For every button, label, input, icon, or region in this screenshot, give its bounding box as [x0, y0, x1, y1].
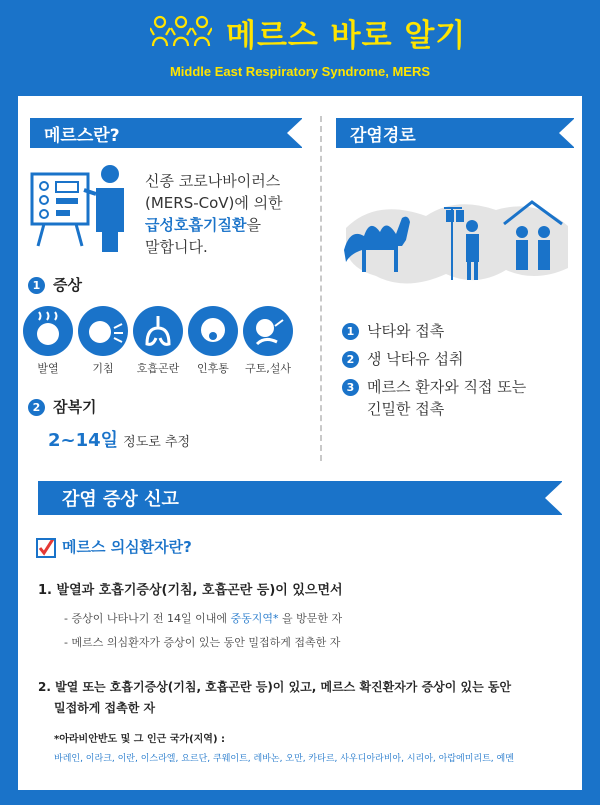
fever-icon — [23, 306, 73, 356]
column-divider — [320, 116, 322, 461]
definition-line-3 — [145, 214, 283, 236]
symptom-label: 호흡곤란 — [136, 362, 180, 375]
infection-route-list — [342, 320, 526, 420]
definition-suffix: 을 — [246, 216, 261, 234]
footnote-title: *아라비안반도 및 그 인근 국가(지역) : — [54, 734, 226, 745]
symptom-label: 구토,설사 — [244, 362, 291, 375]
symptoms-title: 증상 — [53, 276, 82, 294]
infection-route-illustration — [336, 188, 574, 302]
symptoms-heading — [28, 274, 82, 295]
criteria-item-1: 1. 발열과 호흡기증상(기침, 호흡곤란 등)이 있으면서 — [38, 583, 343, 598]
cough-icon — [78, 306, 128, 356]
page-subtitle: Middle East Respiratory Syndrome, MERS — [169, 64, 431, 79]
route-item — [342, 376, 526, 398]
incubation-title: 잠복기 — [53, 398, 97, 416]
definition-line-1: 신종 코로나바이러스 — [145, 172, 281, 190]
presentation-icon — [30, 162, 130, 258]
incubation-heading — [28, 396, 96, 417]
sore-throat-icon — [188, 306, 238, 356]
number-badge: 1 — [342, 323, 359, 340]
middle-east-highlight: 중동지역* — [230, 612, 279, 625]
incubation-suffix: 정도로 추정 — [123, 435, 191, 450]
section-banner-infection-route — [336, 118, 574, 148]
suspect-title: 메르스 의심환자란? — [62, 538, 192, 556]
criteria-sub-2: - 메르스 의심환자가 증상이 있는 동안 밀접하게 접촉한 자 — [64, 636, 341, 649]
section-title: 감염경로 — [350, 125, 416, 146]
symptom-label: 기침 — [92, 362, 114, 375]
criteria-sub-1 — [64, 610, 342, 626]
definition-highlight: 급성호흡기질환 — [145, 216, 247, 234]
content-card — [18, 96, 582, 790]
number-badge: 2 — [28, 399, 45, 416]
incubation-value: 2~14일 — [48, 430, 119, 451]
definition-line-2: (MERS-CoV)에 의한 — [145, 194, 283, 212]
report-title: 감염 증상 신고 — [62, 489, 179, 510]
symptom-label: 인후통 — [197, 362, 229, 375]
checkbox-icon — [36, 538, 56, 558]
definition-line-4: 말합니다. — [145, 238, 208, 256]
footnote-countries: 바레인, 이라크, 이란, 이스라엘, 요르단, 쿠웨이트, 레바논, 오만, 카타르, 사우디아라비아, 시리아, 아랍에미리트, 예멘 — [54, 754, 514, 764]
route-text: 메르스 환자와 직접 또는 — [367, 378, 527, 396]
page-title: 메르스 바로 알기 — [226, 18, 467, 54]
title-row — [150, 10, 466, 55]
section-title: 메르스란? — [44, 125, 120, 146]
number-badge: 2 — [342, 351, 359, 368]
vomit-diarrhea-icon — [243, 306, 293, 356]
number-badge: 3 — [342, 379, 359, 396]
header — [0, 0, 600, 92]
mers-definition — [145, 170, 283, 258]
route-item — [342, 320, 526, 342]
criteria-item-2: 2. 발열 또는 호흡기증상(기침, 호흡곤란 등)이 있고, 메르스 확진환자가 증상이 있는 동안 — [38, 680, 512, 694]
section-banner-report — [38, 481, 562, 515]
criteria-item-2-continued: 밀접하게 접촉한 자 — [54, 701, 156, 715]
route-item — [342, 348, 526, 370]
section-banner-what-is-mers — [30, 118, 302, 148]
route-text: 낙타와 접촉 — [367, 322, 445, 340]
number-badge: 1 — [28, 277, 45, 294]
incubation-period — [48, 426, 190, 452]
people-icon — [150, 13, 212, 53]
breathing-difficulty-icon — [133, 306, 183, 356]
criteria-sub-1-pre: - 증상이 나타나기 전 14일 이내에 — [64, 612, 231, 625]
criteria-sub-1-post: 을 방문한 자 — [278, 612, 343, 625]
symptom-label: 발열 — [37, 362, 59, 375]
route-text-continued: 긴밀한 접촉 — [367, 400, 445, 418]
route-text: 생 낙타유 섭취 — [367, 350, 464, 368]
